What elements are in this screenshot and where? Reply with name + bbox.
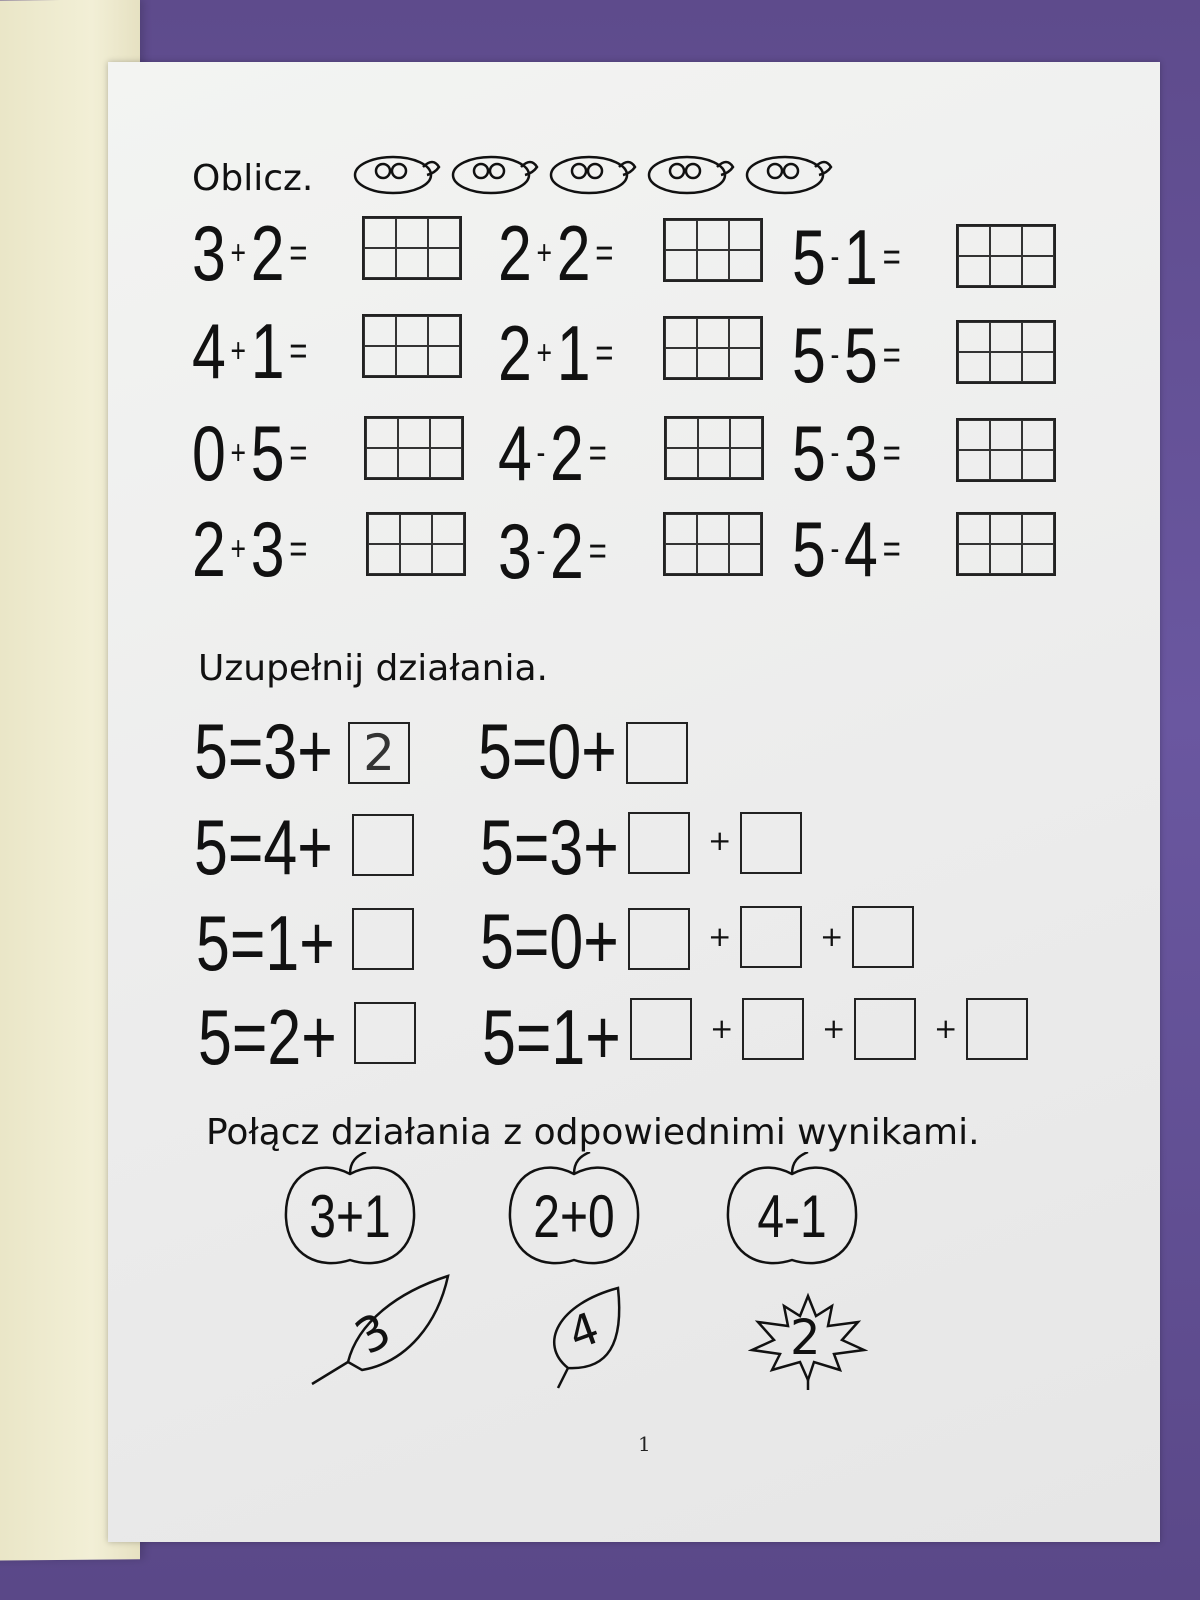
equation-left: 5=3+	[194, 707, 333, 795]
answer-box[interactable]	[628, 908, 690, 970]
equation: 0 + 5 =	[192, 409, 308, 497]
plus-sign: +	[708, 920, 732, 953]
answer-grid[interactable]	[956, 512, 1056, 576]
ladybug-icon	[551, 157, 635, 193]
equation-left: 5=2+	[198, 993, 337, 1081]
apple-expression: 3+1	[309, 1183, 391, 1250]
plus-sign: +	[934, 1012, 958, 1045]
answer-grid[interactable]	[366, 512, 466, 576]
equation: 3 + 2 =	[192, 209, 308, 297]
apple-card[interactable]	[722, 1152, 862, 1282]
answer-box[interactable]	[626, 722, 688, 784]
equation: 3 - 2 =	[498, 507, 607, 595]
answer-box[interactable]	[852, 906, 914, 968]
answer-box[interactable]	[740, 906, 802, 968]
leaf-card[interactable]	[538, 1284, 638, 1394]
answer-grid[interactable]	[362, 314, 462, 378]
apple-card[interactable]	[280, 1152, 420, 1282]
equation: 5 - 1 =	[792, 213, 901, 301]
answer-box[interactable]	[630, 998, 692, 1060]
equation: 4 + 1 =	[192, 307, 308, 395]
answer-grid[interactable]	[663, 512, 763, 576]
equation: 5 - 4 =	[792, 505, 901, 593]
plus-sign: +	[822, 1012, 846, 1045]
plus-sign: +	[820, 920, 844, 953]
equation: 2 + 1 =	[498, 309, 614, 397]
section-title-match: Połącz działania z odpowiednimi wynikami.	[206, 1112, 980, 1153]
equation: 2 + 3 =	[192, 505, 308, 593]
leaf-card[interactable]	[308, 1272, 458, 1392]
equation-right: 5=1+	[482, 993, 621, 1081]
answer-box[interactable]	[740, 812, 802, 874]
answer-box[interactable]	[854, 998, 916, 1060]
workbook-page	[108, 62, 1160, 1542]
answer-box[interactable]	[966, 998, 1028, 1060]
section-title-compute: Oblicz.	[192, 158, 314, 199]
equation-right: 5=0+	[480, 897, 619, 985]
answer-box[interactable]	[628, 812, 690, 874]
equation: 2 + 2 =	[498, 209, 614, 297]
answer-box[interactable]	[742, 998, 804, 1060]
answer-grid[interactable]	[663, 218, 763, 282]
answer-grid[interactable]	[364, 416, 464, 480]
page-number: 1	[638, 1432, 651, 1456]
leaf-number: 4	[562, 1302, 606, 1361]
section-title-complete: Uzupełnij działania.	[198, 648, 548, 689]
leaf-number: 3	[346, 1302, 401, 1366]
equation: 4 - 2 =	[498, 409, 607, 497]
apple-expression: 4-1	[757, 1183, 827, 1250]
filled-answer-box[interactable]: 2	[348, 722, 410, 784]
answer-grid[interactable]	[664, 416, 764, 480]
leaf-card[interactable]	[748, 1292, 868, 1392]
answer-grid[interactable]	[362, 216, 462, 280]
equation-left: 5=4+	[194, 803, 333, 891]
plus-sign: +	[710, 1012, 734, 1045]
ladybug-icon	[649, 157, 733, 193]
equation-right: 5=0+	[478, 707, 617, 795]
ladybug-icon	[355, 157, 439, 193]
apple-expression: 2+0	[533, 1183, 615, 1250]
equation: 5 - 3 =	[792, 409, 901, 497]
answer-grid[interactable]	[663, 316, 763, 380]
ladybug-icon	[747, 157, 831, 193]
equation: 5 - 5 =	[792, 311, 901, 399]
equation-right: 5=3+	[480, 803, 619, 891]
ladybug-icon	[453, 157, 537, 193]
answer-box[interactable]	[352, 814, 414, 876]
ladybugs-decoration	[353, 147, 843, 197]
plus-sign: +	[708, 824, 732, 857]
answer-grid[interactable]	[956, 224, 1056, 288]
answer-grid[interactable]	[956, 320, 1056, 384]
apple-card[interactable]	[504, 1152, 644, 1282]
answer-grid[interactable]	[956, 418, 1056, 482]
leaf-number: 2	[790, 1310, 821, 1366]
answer-box[interactable]	[354, 1002, 416, 1064]
equation-left: 5=1+	[196, 899, 335, 987]
answer-box[interactable]	[352, 908, 414, 970]
